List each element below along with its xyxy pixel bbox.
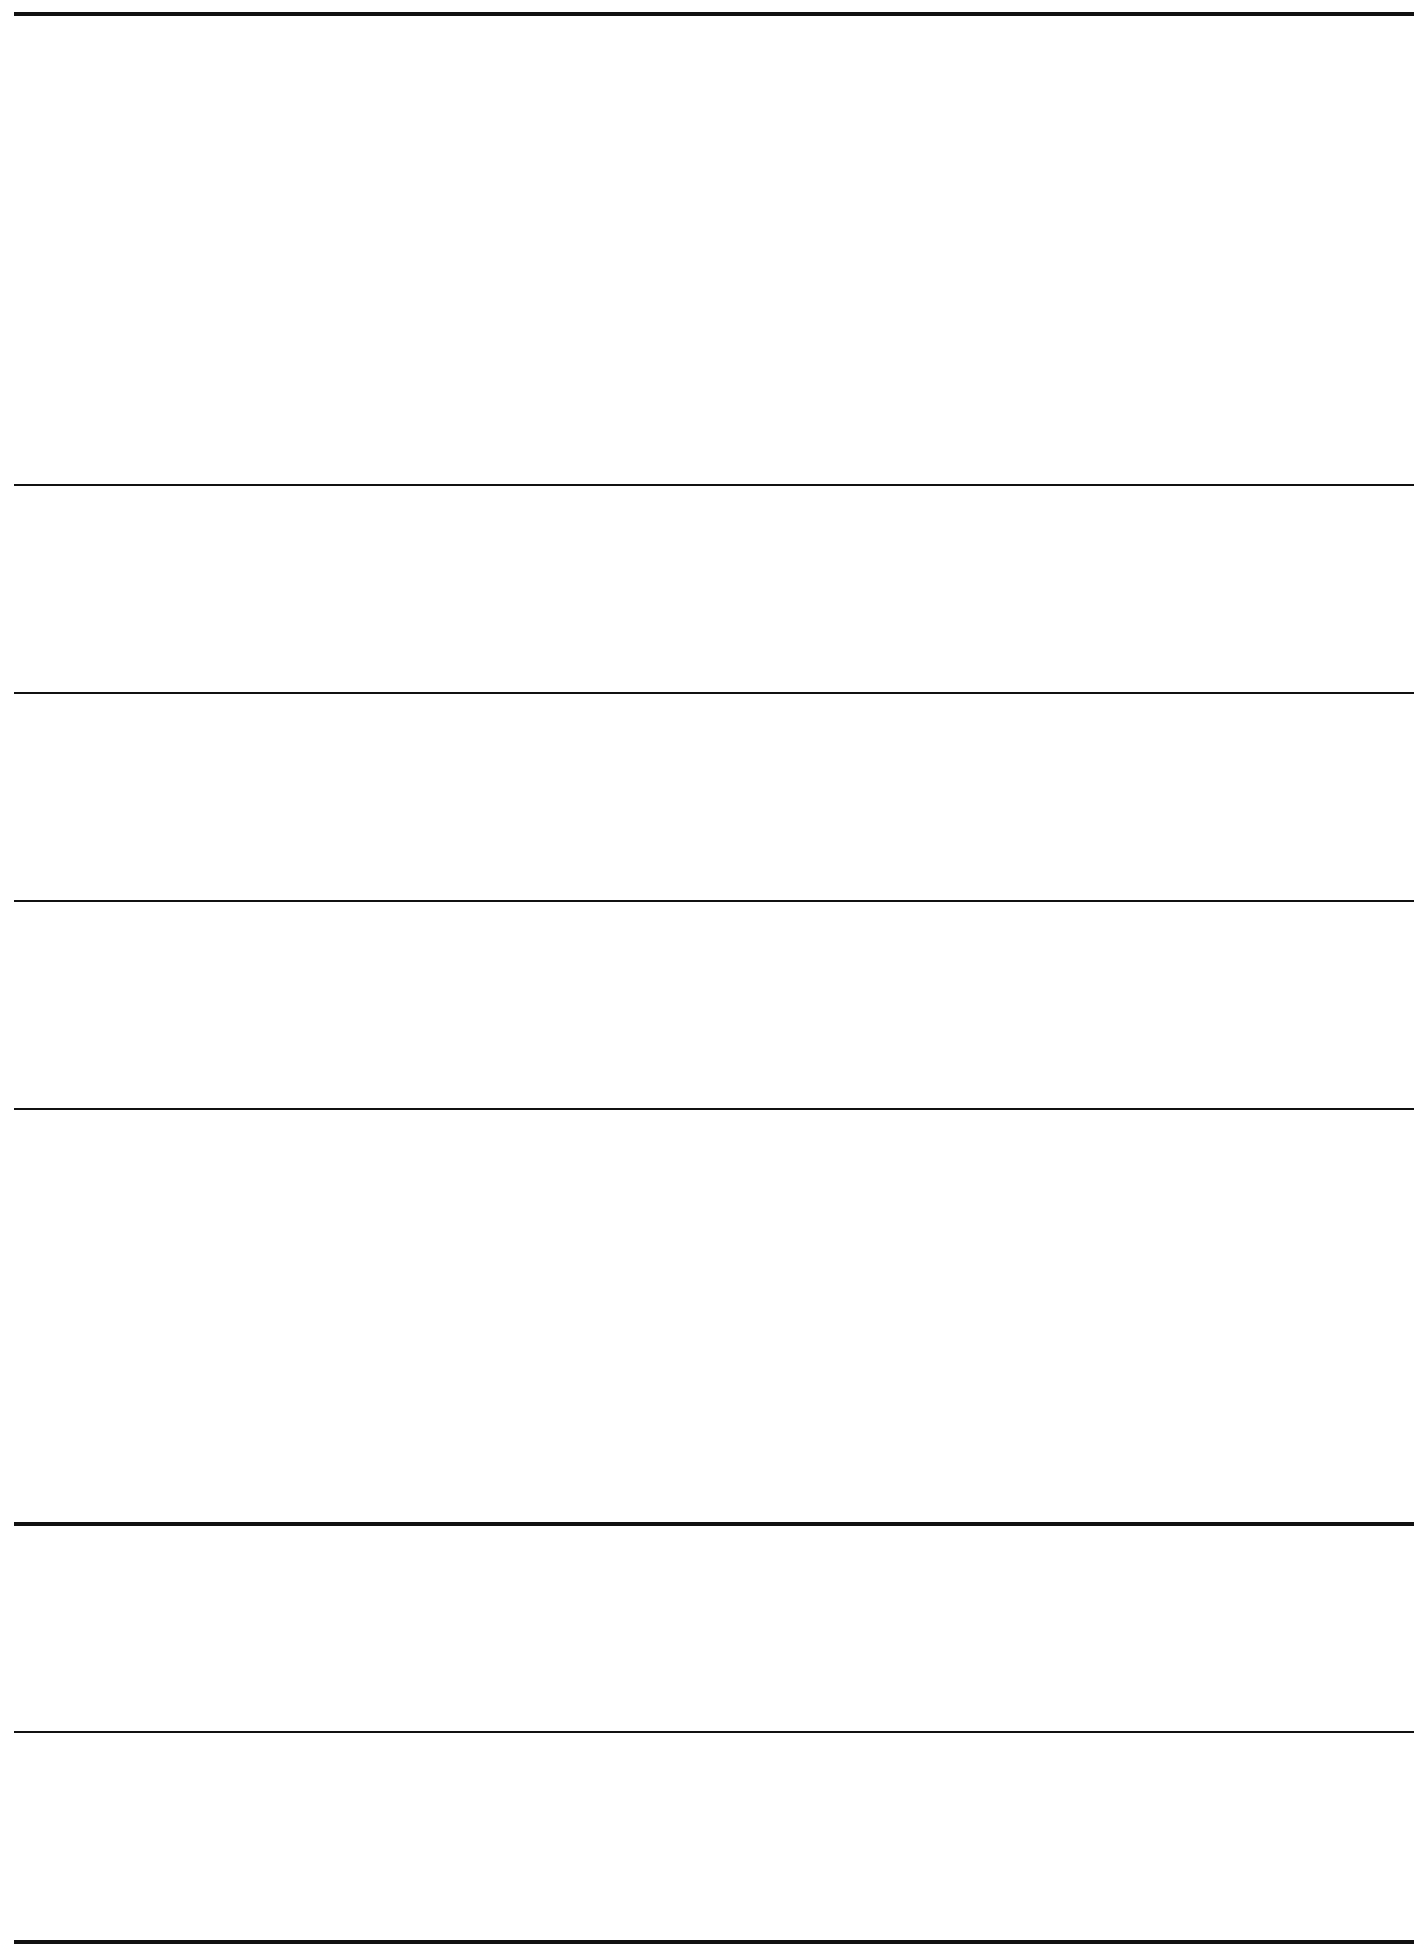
row-divider <box>14 1108 1414 1110</box>
table-bottom-border <box>14 1940 1414 1944</box>
row-divider <box>14 900 1414 902</box>
row-divider <box>14 1731 1414 1733</box>
proposal-cell <box>37 1330 1387 1545</box>
explanation-cell <box>42 18 1427 488</box>
row-divider <box>14 692 1414 694</box>
table-top-border <box>14 12 1414 16</box>
row-divider <box>14 484 1414 486</box>
